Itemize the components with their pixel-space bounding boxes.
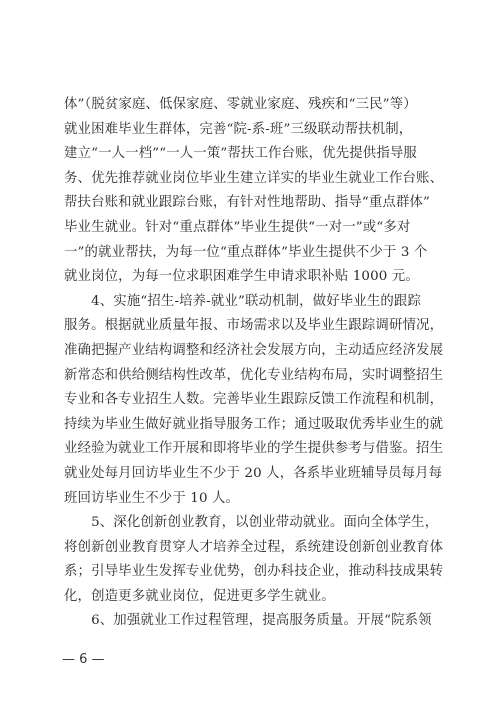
text-line: 班回访毕业生不少于 10 人。 — [64, 490, 240, 506]
text-line: 5、深化创新创业教育，以创业带动就业。面向全体学生， — [64, 515, 439, 531]
text-line: 建立“一人一档”“一人一策”帮扶工作台账，优先提供指导服 — [64, 146, 417, 162]
text-line: 务、优先推荐就业岗位毕业生建立详实的毕业生就业工作台账、 — [64, 170, 444, 186]
text-line: 毕业生就业。针对“重点群体”毕业生提供“一对一”或“多对 — [64, 219, 411, 235]
text-line: 4、实施“招生-培养-就业”联动机制，做好毕业生的跟踪 — [64, 293, 421, 309]
text-line: 专业和各专业招生人数。完善毕业生跟踪反馈工作流程和机制， — [64, 392, 444, 408]
text-line: 准确把握产业结构调整和经济社会发展方向，主动适应经济发展 — [64, 342, 444, 358]
body-text — [64, 93, 444, 634]
text-line: 帮扶台账和就业跟踪台账，有针对性地帮助、指导“重点群体” — [64, 195, 431, 211]
text-line: 就业岗位，为每一位求职困难学生申请求职补贴 1000 元。 — [64, 269, 419, 285]
text-line: 一”的就业帮扶，为每一位“重点群体”毕业生提供不少于 3 个 — [64, 244, 428, 260]
text-line: 新常态和供给侧结构性改革，优化专业结构布局，实时调整招生 — [64, 367, 444, 383]
text-line: 化，创造更多就业岗位，促进更多学生就业。 — [64, 588, 335, 604]
text-line: 就业困难毕业生群体，完善“院-系-班”三级联动帮扶机制， — [64, 121, 413, 137]
text-line: 就业处每月回访毕业生不少于 20 人，各系毕业班辅导员每月每 — [64, 465, 443, 481]
text-line: 6、加强就业工作过程管理，提高服务质量。开展“院系领 — [64, 613, 432, 629]
text-line: 服务。根据就业质量年报、市场需求以及毕业生跟踪调研情况， — [64, 318, 444, 334]
page-number: — 6 — — [62, 652, 105, 667]
text-line: 体”（脱贫家庭、低保家庭、零就业家庭、残疾和“三民”等） — [64, 97, 417, 112]
text-line: 将创新创业教育贯穿人才培养全过程，系统建设创新创业教育体 — [64, 539, 444, 555]
text-line: 持续为毕业生做好就业指导服务工作；通过吸取优秀毕业生的就 — [64, 416, 444, 432]
text-line: 业经验为就业工作开展和即将毕业的学生提供参考与借鉴。招生 — [64, 441, 444, 457]
text-line: 系；引导毕业生发挥专业优势，创办科技企业，推动科技成果转 — [64, 564, 444, 580]
